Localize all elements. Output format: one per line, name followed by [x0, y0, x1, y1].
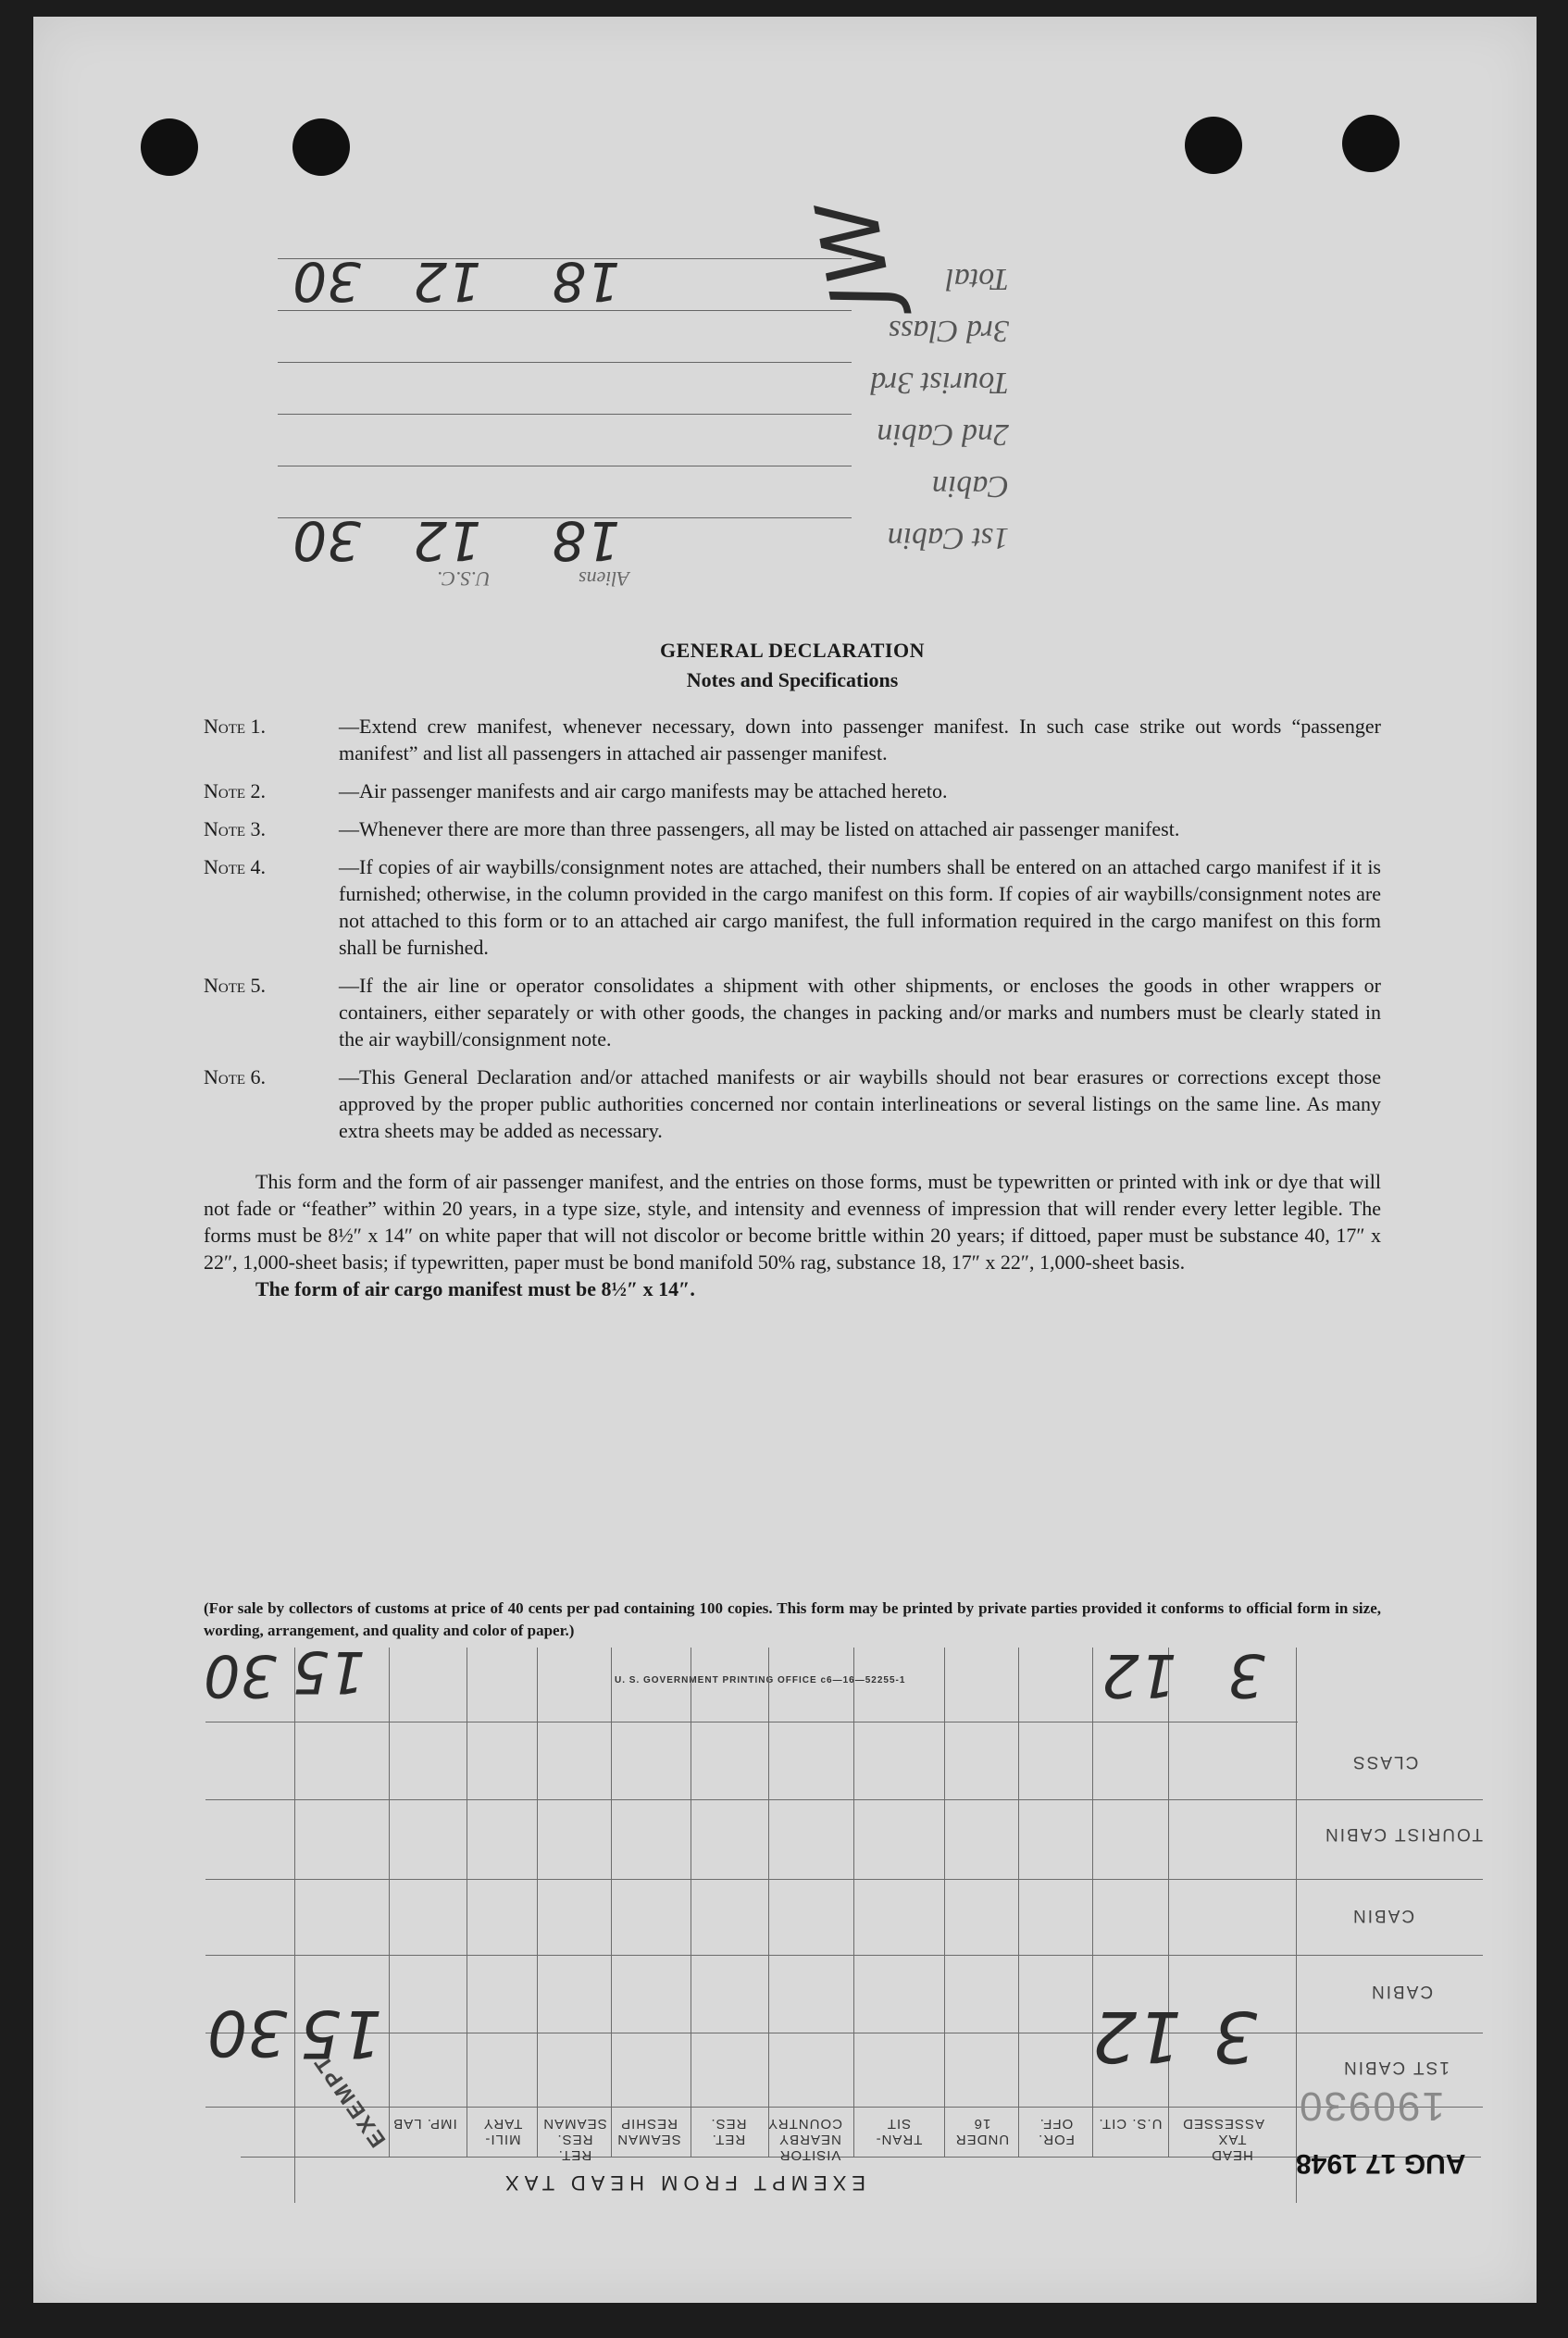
handwritten-initials: JW	[798, 193, 913, 317]
col-under-16: UNDER 16	[954, 2116, 1010, 2147]
tally-header-us: U.S.C.	[436, 567, 491, 591]
tally-row-3rd-class: 3rd Class	[454, 304, 1009, 348]
punch-hole-3	[1185, 117, 1242, 174]
punch-hole-2	[292, 118, 350, 176]
tally-us: 12	[413, 509, 481, 572]
col-ret-res-seaman: RET. RES. SEAMAN	[542, 2116, 607, 2163]
tally-row-2nd-cabin: 2nd Cabin	[454, 407, 1009, 452]
note-4: Note 4. —If copies of air waybills/consignment notes are attached, their numbers shall be entered on an attached cargo manifest if it is furnished; otherwise, in the column provided in the cargo manifest on this form. If copies of air waybills/consignment notes are not attached to this form or to an attached air cargo manifest, the full information required in the cargo manifest on this form shall be furnished.	[204, 855, 1381, 959]
punch-hole-1	[141, 118, 198, 176]
col-visitor: VISITOR NEARBY COUNTRY	[767, 2116, 842, 2163]
col-head-tax: HEAD TAX ASSESSED	[1182, 2116, 1264, 2163]
col-military: MILI-TARY	[482, 2116, 523, 2147]
bottom-row-col1: 3	[1213, 1996, 1258, 2078]
col-transit: TRAN-SIT	[875, 2116, 923, 2147]
bottom-row-total2: 30	[207, 1996, 288, 2069]
col-for-off: FOR. OFF.	[1038, 2116, 1075, 2147]
note-3: Note 3. —Whenever there are more than three passengers, all may be listed on attached air passenger manifest.	[204, 817, 1180, 840]
form-requirements-paragraph: This form and the form of air passenger manifest, and the entries on those forms, must be typewritten or printed with ink or dye that will not fade or “feather” within 20 years, in a type size, style, and intensity and evenness of impression that will render every letter legible. The forms must be 8½″ x 14″ on white paper that will not discolor or become brittle within 20 years; if dittoed, paper must be substance 40, 17″ x 22″, 1,000-sheet basis; if typewritten, paper must be bond manifold 50% rag, substance 18, 17″ x 22″, 1,000-sheet basis.	[204, 1170, 1381, 1274]
tally-row-cabin: Cabin	[454, 459, 1009, 504]
top-row-col2: 12	[1101, 1640, 1177, 1709]
tally-total: 30	[292, 509, 361, 572]
gpo-line: U. S. GOVERNMENT PRINTING OFFICE c6—16—52255-1	[615, 1675, 906, 1685]
note-6: Note 6. —This General Declaration and/or attached manifests or air waybills should not bear erasures or corrections except those approved by the proper public authorities concerned nor contain interlineations or several listings on the same line. As many extra sheets may be added as necessary.	[204, 1065, 1381, 1142]
note-1: Note 1. —Extend crew manifest, whenever necessary, down into passenger manifest. In such case strike out words “passenger manifest” and list all passengers in attached air passenger manifest.	[204, 715, 1381, 765]
declaration-subtitle: Notes and Specifications	[686, 668, 899, 691]
tally-row-tourist-3rd: Tourist 3rd	[454, 355, 1009, 400]
top-row-total2: 30	[204, 1642, 277, 1710]
exempt-stamp: EXEMPT	[308, 2048, 392, 2152]
sale-note: (For sale by collectors of customs at price of 40 cents per pad containing 100 copies. This form may be printed by private parties provided it conforms to official form in size, wording, arrangement, and quality and color of paper.)	[204, 1599, 1381, 1639]
col-ret-res: RET. RES.	[710, 2116, 747, 2147]
stamp-number: 190930	[1298, 2083, 1445, 2129]
tally-aliens: 18	[552, 509, 620, 572]
row-label-tourist-cabin: TOURIST CABIN	[1324, 1824, 1484, 1844]
punch-hole-4	[1342, 115, 1400, 172]
row-label-1st-cabin: 1ST CABIN	[1342, 2058, 1450, 2077]
exempt-from-head-tax: EXEMPT FROM HEAD TAX	[500, 2171, 866, 2195]
passenger-tally	[213, 185, 1009, 591]
row-label-cabin: CABIN	[1370, 1982, 1434, 2001]
top-row-col1: 3	[1227, 1640, 1265, 1709]
col-us-cit: U.S. CIT.	[1098, 2116, 1163, 2132]
bottom-row-col2: 12	[1092, 1996, 1182, 2078]
row-label-class: CLASS	[1351, 1752, 1419, 1772]
col-seaman-reship: SEAMAN RESHIP	[616, 2116, 681, 2147]
col-imp-lab: IMP. LAB	[392, 2116, 457, 2132]
note-2: Note 2. —Air passenger manifests and air cargo manifests may be attached hereto.	[204, 779, 948, 802]
tally-row-1st-cabin: 1st Cabin 18 12 30	[454, 511, 1009, 555]
note-5: Note 5. —If the air line or operator consolidates a shipment with other shipments, or encloses the goods in other wrappers or containers, either separately or with other goods, the changes in packing and/or marks and numbers must be clearly stated in the air waybill/consignment note.	[204, 974, 1381, 1051]
bottom-row-total: 15	[300, 1996, 383, 2071]
general-declaration	[204, 639, 1381, 1302]
row-label-cabin-2: CABIN	[1351, 1906, 1415, 1925]
cargo-form-line: The form of air cargo manifest must be 8½″ x 14″.	[255, 1277, 695, 1300]
tally-header-aliens: Aliens	[579, 567, 629, 591]
declaration-title: GENERAL DECLARATION	[660, 639, 925, 662]
tally-row-total: Total 18 12 30	[454, 252, 1009, 296]
top-row-total: 15	[292, 1638, 366, 1706]
date-stamp: AUG 17 1948	[1296, 2148, 1466, 2179]
